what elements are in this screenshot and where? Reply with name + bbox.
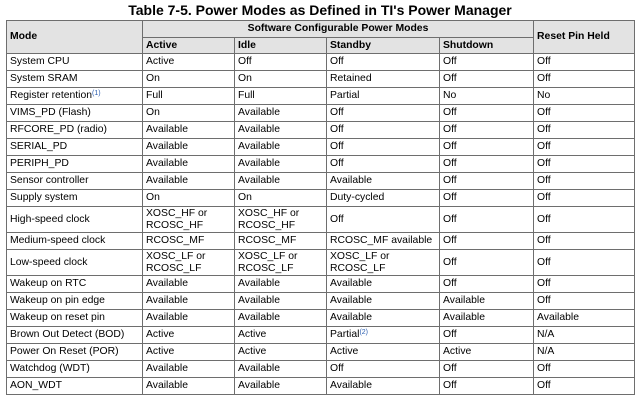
table-cell (235, 310, 327, 327)
cell-text: Available (330, 380, 372, 392)
cell-text: Off (443, 329, 457, 341)
table-cell (534, 156, 635, 173)
cell-text: Off (443, 175, 457, 187)
table-cell (327, 122, 440, 139)
cell-text: Off (537, 278, 551, 290)
table-row (7, 327, 635, 344)
table-cell (143, 344, 235, 361)
table-cell (143, 233, 235, 250)
cell-text: Off (537, 213, 551, 225)
cell-text: Off (537, 235, 551, 247)
table-cell (143, 71, 235, 88)
cell-text: Retained (330, 73, 372, 85)
table-cell (534, 233, 635, 250)
table-cell (534, 105, 635, 122)
table-cell (327, 250, 440, 276)
table-cell (143, 190, 235, 207)
cell-text: Partial (330, 329, 360, 341)
cell-text: Off (330, 56, 344, 68)
cell-text: Available (238, 107, 280, 119)
table-cell (440, 190, 534, 207)
table-cell (235, 327, 327, 344)
cell-text: XOSC_HF or RCOSC_HF (238, 208, 300, 231)
table-cell (440, 156, 534, 173)
cell-text: Off (537, 192, 551, 204)
row-mode-label (7, 190, 143, 207)
table-cell (143, 276, 235, 293)
table-cell (440, 88, 534, 105)
row-mode-label (7, 293, 143, 310)
cell-text: Off (537, 175, 551, 187)
cell-text: Off (443, 213, 457, 225)
table-cell (440, 327, 534, 344)
mode-text: Sensor controller (10, 175, 89, 187)
table-cell (327, 361, 440, 378)
table-cell (534, 327, 635, 344)
table-cell (440, 344, 534, 361)
cell-text: RCOSC_MF (238, 235, 297, 247)
table-cell (534, 378, 635, 395)
table-row (7, 250, 635, 276)
table-cell (327, 310, 440, 327)
table-cell (327, 207, 440, 233)
cell-text: Off (330, 124, 344, 136)
table-cell (143, 156, 235, 173)
mode-text: AON_WDT (10, 380, 62, 392)
row-mode-label (7, 310, 143, 327)
table-cell (534, 190, 635, 207)
cell-text: Available (238, 295, 280, 307)
cell-text: XOSC_LF or RCOSC_LF (330, 251, 390, 274)
table-cell (143, 310, 235, 327)
table-cell (235, 378, 327, 395)
cell-text: Partial (330, 90, 360, 102)
table-cell (534, 276, 635, 293)
mode-text: High-speed clock (10, 213, 90, 225)
cell-text: Available (443, 295, 485, 307)
cell-text: Off (330, 141, 344, 153)
mode-text: VIMS_PD (Flash) (10, 107, 91, 119)
cell-text: Off (443, 124, 457, 136)
cell-text: Available (146, 363, 188, 375)
table-cell (440, 250, 534, 276)
table-cell (534, 88, 635, 105)
mode-text: Power On Reset (POR) (10, 346, 119, 358)
header-power-modes-group: Software Configurable Power Modes (143, 21, 534, 38)
cell-text: Off (537, 363, 551, 375)
cell-text: XOSC_HF or RCOSC_HF (146, 208, 208, 231)
mode-text: Register retention (10, 90, 93, 102)
cell-text: Off (443, 192, 457, 204)
cell-text: Available (330, 278, 372, 290)
cell-text: N/A (537, 329, 555, 341)
cell-text: Active (146, 56, 175, 68)
mode-text: Low-speed clock (10, 256, 88, 268)
cell-text: Off (443, 107, 457, 119)
cell-text: Available (146, 278, 188, 290)
table-cell (440, 54, 534, 71)
table-cell (534, 173, 635, 190)
power-modes-table (6, 20, 635, 395)
cell-text: Off (443, 278, 457, 290)
table-cell (327, 190, 440, 207)
table-cell (235, 276, 327, 293)
cell-text: Duty-cycled (330, 192, 385, 204)
table-body (7, 54, 635, 395)
mode-text: Wakeup on RTC (10, 278, 87, 290)
cell-text: Active (330, 346, 359, 358)
table-cell (235, 293, 327, 310)
row-mode-label (7, 139, 143, 156)
row-mode-label (7, 54, 143, 71)
cell-text: Available (146, 141, 188, 153)
table-cell (327, 293, 440, 310)
table-cell (235, 54, 327, 71)
cell-text: Available (330, 312, 372, 324)
cell-text: XOSC_LF or RCOSC_LF (146, 251, 206, 274)
cell-text: On (238, 192, 252, 204)
cell-text: Available (146, 312, 188, 324)
cell-text: Off (443, 73, 457, 85)
cell-text: Active (443, 346, 472, 358)
cell-text: Off (330, 107, 344, 119)
table-cell (534, 122, 635, 139)
cell-text: Off (330, 213, 344, 225)
table-cell (143, 293, 235, 310)
cell-text: Full (146, 90, 163, 102)
table-cell (440, 276, 534, 293)
table-cell (327, 105, 440, 122)
cell-text: Off (537, 73, 551, 85)
cell-text: Off (443, 158, 457, 170)
cell-text: Available (146, 380, 188, 392)
cell-text: Available (238, 124, 280, 136)
table-row (7, 378, 635, 395)
table-cell (235, 361, 327, 378)
table-row (7, 105, 635, 122)
table-cell (327, 54, 440, 71)
cell-text: Active (146, 329, 175, 341)
table-cell (534, 344, 635, 361)
cell-text: Available (330, 175, 372, 187)
table-row (7, 173, 635, 190)
footnote-link[interactable]: (1) (92, 90, 101, 98)
table-cell (235, 344, 327, 361)
table-cell (440, 293, 534, 310)
cell-text: RCOSC_MF (146, 235, 205, 247)
table-cell (534, 139, 635, 156)
table-cell (143, 105, 235, 122)
row-mode-label (7, 344, 143, 361)
header-shutdown: Shutdown (440, 38, 534, 54)
cell-text: Active (238, 329, 267, 341)
cell-text: Available (238, 175, 280, 187)
table-cell (143, 173, 235, 190)
table-cell (440, 105, 534, 122)
table-cell (440, 173, 534, 190)
table-cell (235, 122, 327, 139)
table-row (7, 361, 635, 378)
cell-text: Off (537, 141, 551, 153)
cell-text: Off (443, 256, 457, 268)
mode-text: Brown Out Detect (BOD) (10, 329, 125, 341)
cell-text: On (238, 73, 252, 85)
table-row (7, 122, 635, 139)
cell-text: Available (146, 124, 188, 136)
footnote-link[interactable]: (2) (359, 329, 369, 337)
cell-text: Off (443, 235, 457, 247)
row-mode-label (7, 122, 143, 139)
row-mode-label (7, 156, 143, 173)
cell-text: Available (146, 175, 188, 187)
header-mode: Mode (7, 21, 143, 54)
header-reset-pin-held: Reset Pin Held (534, 21, 635, 54)
cell-text: Available (537, 312, 580, 324)
table-cell (327, 156, 440, 173)
table-cell (143, 250, 235, 276)
table-cell (143, 139, 235, 156)
table-cell (143, 378, 235, 395)
table-cell (235, 207, 327, 233)
table-cell (143, 122, 235, 139)
cell-text: Off (537, 256, 551, 268)
table-row (7, 54, 635, 71)
table-cell (440, 310, 534, 327)
table-cell (235, 190, 327, 207)
table-row (7, 293, 635, 310)
table-row (7, 190, 635, 207)
cell-text: Full (238, 90, 255, 102)
cell-text: Active (146, 346, 175, 358)
row-mode-label (7, 105, 143, 122)
table-cell (235, 156, 327, 173)
table-cell (534, 310, 635, 327)
table-cell (235, 88, 327, 105)
table-cell (143, 327, 235, 344)
header-active: Active (143, 38, 235, 54)
cell-text: Available (443, 312, 485, 324)
table-cell (327, 233, 440, 250)
mode-text: Medium-speed clock (10, 235, 106, 247)
cell-text: No (443, 90, 457, 102)
row-mode-label (7, 88, 143, 105)
cell-text: Off (537, 56, 551, 68)
cell-text: Off (330, 363, 344, 375)
cell-text: Off (537, 158, 551, 170)
table-cell (534, 207, 635, 233)
mode-text: Wakeup on pin edge (10, 295, 105, 307)
mode-text: RFCORE_PD (radio) (10, 124, 107, 136)
table-cell (327, 173, 440, 190)
row-mode-label (7, 71, 143, 88)
table-caption: Table 7-5. Power Modes as Defined in TI's Power Manager (128, 2, 512, 18)
table-cell (327, 139, 440, 156)
table-cell (440, 139, 534, 156)
row-mode-label (7, 276, 143, 293)
table-row (7, 207, 635, 233)
table-cell (327, 276, 440, 293)
table-cell (440, 207, 534, 233)
header-standby: Standby (327, 38, 440, 54)
cell-text: No (537, 90, 551, 102)
cell-text: Available (330, 295, 372, 307)
table-cell (327, 327, 440, 344)
table-cell (534, 361, 635, 378)
row-mode-label (7, 361, 143, 378)
table-cell (143, 207, 235, 233)
mode-text: System CPU (10, 56, 70, 68)
table-row (7, 88, 635, 105)
cell-text: Off (443, 141, 457, 153)
table-row (7, 71, 635, 88)
table-cell (534, 54, 635, 71)
header-idle: Idle (235, 38, 327, 54)
table-cell (143, 361, 235, 378)
table-row (7, 156, 635, 173)
table-cell (235, 105, 327, 122)
table-cell (534, 293, 635, 310)
cell-text: Active (238, 346, 267, 358)
cell-text: Off (443, 56, 457, 68)
mode-text: System SRAM (10, 73, 78, 85)
cell-text: XOSC_LF or RCOSC_LF (238, 251, 298, 274)
table-cell (440, 361, 534, 378)
table-cell (327, 378, 440, 395)
table-cell (235, 233, 327, 250)
table-cell (327, 88, 440, 105)
mode-text: Wakeup on reset pin (10, 312, 105, 324)
cell-text: On (146, 73, 160, 85)
row-mode-label (7, 250, 143, 276)
cell-text: Available (238, 312, 280, 324)
cell-text: Available (146, 158, 188, 170)
cell-text: Off (443, 363, 457, 375)
table-cell (143, 88, 235, 105)
cell-text: Available (238, 380, 280, 392)
cell-text: Available (238, 141, 280, 153)
table-cell (235, 71, 327, 88)
table-cell (534, 71, 635, 88)
table-cell (440, 233, 534, 250)
cell-text: Available (238, 278, 280, 290)
cell-text: On (146, 192, 160, 204)
mode-text: SERIAL_PD (10, 141, 68, 153)
table-cell (440, 122, 534, 139)
header-row-1 (7, 21, 635, 38)
cell-text: Off (330, 158, 344, 170)
table-cell (440, 378, 534, 395)
cell-text: Available (146, 295, 188, 307)
cell-text: Off (443, 380, 457, 392)
table-cell (327, 344, 440, 361)
table-cell (235, 250, 327, 276)
cell-text: N/A (537, 346, 555, 358)
cell-text: Available (238, 158, 280, 170)
table-cell (440, 71, 534, 88)
mode-text: PERIPH_PD (10, 158, 69, 170)
row-mode-label (7, 378, 143, 395)
row-mode-label (7, 207, 143, 233)
mode-text: Watchdog (WDT) (10, 363, 90, 375)
row-mode-label (7, 173, 143, 190)
row-mode-label (7, 327, 143, 344)
cell-text: Off (238, 56, 252, 68)
table-cell (327, 71, 440, 88)
cell-text: Available (238, 363, 280, 375)
table-row (7, 233, 635, 250)
row-mode-label (7, 233, 143, 250)
table-row (7, 310, 635, 327)
table-cell (235, 139, 327, 156)
cell-text: Off (537, 124, 551, 136)
table-cell (235, 173, 327, 190)
cell-text: Off (537, 107, 551, 119)
cell-text: On (146, 107, 160, 119)
table-row (7, 139, 635, 156)
cell-text: RCOSC_MF available (330, 235, 433, 247)
cell-text: Off (537, 295, 551, 307)
mode-text: Supply system (10, 192, 78, 204)
table-row (7, 276, 635, 293)
table-row (7, 344, 635, 361)
table-cell (143, 54, 235, 71)
table-cell (534, 250, 635, 276)
cell-text: Off (537, 380, 551, 392)
